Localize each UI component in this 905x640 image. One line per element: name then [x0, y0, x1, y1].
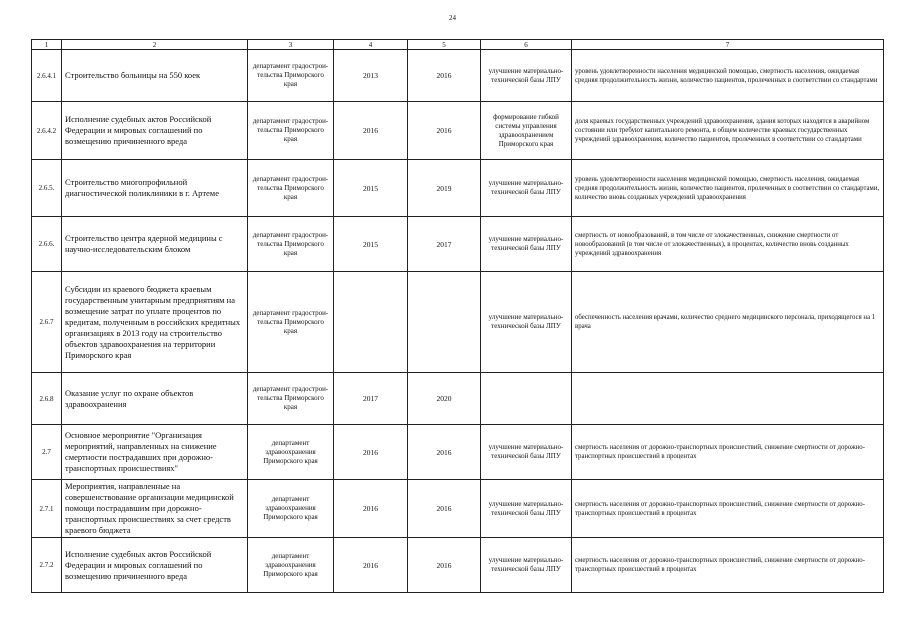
measure-indicators: уровень удовлетворенности населения медицинской помощью, смертность населения, ожидаемая средняя продолжительность жизни, количество пациентов, пролеченных в соответствии со стандартами — [572, 50, 884, 102]
measure-end-year: 2016 — [408, 102, 481, 160]
measure-number: 2.6.4.2 — [32, 102, 62, 160]
measure-start-year: 2015 — [334, 160, 408, 217]
measure-number: 2.6.4.1 — [32, 50, 62, 102]
measure-number: 2.7 — [32, 425, 62, 480]
measure-name: Исполнение судебных актов Российской Федерации и мировых соглашений по возмещению причиненного вреда — [62, 538, 248, 593]
table-row — [32, 160, 884, 217]
measure-indicators: смертность населения от дорожно-транспортных происшествий, снижение смертности от дорожно-транспортных происшествий в процентах — [572, 538, 884, 593]
measure-start-year: 2013 — [334, 50, 408, 102]
measure-result: улучшение материально-технической базы ЛПУ — [481, 50, 572, 102]
measure-result — [481, 373, 572, 425]
measure-end-year: 2016 — [408, 425, 481, 480]
table-row — [32, 272, 884, 373]
measure-start-year: 2015 — [334, 217, 408, 272]
measure-number: 2.6.5. — [32, 160, 62, 217]
measure-number: 2.6.7 — [32, 272, 62, 373]
column-header: 5 — [408, 40, 481, 50]
measure-start-year: 2016 — [334, 538, 408, 593]
measure-result: улучшение материально-технической базы ЛПУ — [481, 538, 572, 593]
column-header: 7 — [572, 40, 884, 50]
measure-executor: департамент градострои-тельства Приморского края — [248, 373, 334, 425]
measure-indicators: смертность населения от дорожно-транспортных происшествий, снижение смертности от дорожно-транспортных происшествий в процентах — [572, 425, 884, 480]
measure-result: улучшение материально-технической базы ЛПУ — [481, 272, 572, 373]
measure-executor: департамент градострои-тельства Приморского края — [248, 217, 334, 272]
measure-result: улучшение материально-технической базы ЛПУ — [481, 425, 572, 480]
measure-number: 2.7.1 — [32, 480, 62, 538]
measure-start-year: 2016 — [334, 480, 408, 538]
measure-start-year — [334, 272, 408, 373]
measure-end-year — [408, 272, 481, 373]
measure-name: Строительство многопрофильной диагностической поликлиники в г. Артеме — [62, 160, 248, 217]
column-header: 1 — [32, 40, 62, 50]
measure-executor: департамент градострои-тельства Приморского края — [248, 102, 334, 160]
table-row — [32, 538, 884, 593]
measure-end-year: 2016 — [408, 50, 481, 102]
measure-indicators: смертность населения от дорожно-транспортных происшествий, снижение смертности от дорожно-транспортных происшествий в процентах — [572, 480, 884, 538]
program-measures-table — [31, 39, 884, 593]
table-row — [32, 102, 884, 160]
column-header: 2 — [62, 40, 248, 50]
measure-end-year: 2016 — [408, 538, 481, 593]
measure-name: Субсидии из краевого бюджета краевым государственным унитарным предприятиям на возмещение затрат по уплате процентов по кредитам, полученным в российских кредитных организациях в 2013 году на строительство объектов здравоохранения на территории Приморского края — [62, 272, 248, 373]
measure-name: Строительство больницы на 550 коек — [62, 50, 248, 102]
measure-executor: департамент градострои-тельства Приморского края — [248, 160, 334, 217]
page-number: 24 — [449, 14, 456, 22]
measure-start-year: 2016 — [334, 425, 408, 480]
table-row — [32, 217, 884, 272]
measure-name: Мероприятия, направленные на совершенствование организации медицинской помощи пострадавшим при дорожно-транспортных происшествиях за счет средств краевого бюджета — [62, 480, 248, 538]
measure-number: 2.6.8 — [32, 373, 62, 425]
table-row — [32, 425, 884, 480]
measure-executor: департамент градострои-тельства Приморского края — [248, 50, 334, 102]
measure-indicators — [572, 373, 884, 425]
measure-end-year: 2017 — [408, 217, 481, 272]
column-header: 4 — [334, 40, 408, 50]
measure-executor: департамент здравоохранения Приморского края — [248, 425, 334, 480]
table-row — [32, 373, 884, 425]
measure-name: Основное мероприятие "Организация мероприятий, направленных на снижение смертности пострадавших при дорожно-транспортных происшествиях" — [62, 425, 248, 480]
measure-end-year: 2020 — [408, 373, 481, 425]
measure-executor: департамент здравоохранения Приморского края — [248, 480, 334, 538]
column-header: 6 — [481, 40, 572, 50]
table-row — [32, 480, 884, 538]
measure-indicators: смертность от новообразований, в том числе от злокачественных, снижение смертности от новообразований (в том числе от злокачественных), в процентах, количество вновь созданных учреждений здравоохранения — [572, 217, 884, 272]
measure-start-year: 2016 — [334, 102, 408, 160]
measure-indicators: обеспеченность населения врачами, количество среднего медицинского персонала, приходящегося на 1 врача — [572, 272, 884, 373]
column-header: 3 — [248, 40, 334, 50]
header-row — [32, 40, 884, 50]
measure-end-year: 2019 — [408, 160, 481, 217]
measure-indicators: уровень удовлетворенности населения медицинской помощью, смертность населения, ожидаемая средняя продолжительность жизни, количество пациентов, пролеченных в соответствии со стандартами, количество вновь созданных учреждений здравоохранения — [572, 160, 884, 217]
measure-result: улучшение материально-технической базы ЛПУ — [481, 160, 572, 217]
measure-executor: департамент градострои-тельства Приморского края — [248, 272, 334, 373]
measure-result: формирование гибкой системы управления здравоохранением Приморского края — [481, 102, 572, 160]
measure-name: Оказание услуг по охране объектов здравоохранения — [62, 373, 248, 425]
measure-number: 2.7.2 — [32, 538, 62, 593]
table-row — [32, 50, 884, 102]
measure-indicators: доля краевых государственных учреждений здравоохранения, здания которых находятся в аварийном состоянии или требуют капитального ремонта, в общем количестве краевых государственных учреждений здравоохранения, количество пациентов, пролеченных в соответствии со стандартами — [572, 102, 884, 160]
measure-name: Исполнение судебных актов Российской Федерации и мировых соглашений по возмещению причиненного вреда — [62, 102, 248, 160]
measure-result: улучшение материально-технической базы ЛПУ — [481, 217, 572, 272]
measure-executor: департамент здравоохранения Приморского края — [248, 538, 334, 593]
measure-name: Строительство центра ядерной медицины с научно-исследовательским блоком — [62, 217, 248, 272]
measure-result: улучшение материально-технической базы ЛПУ — [481, 480, 572, 538]
measure-number: 2.6.6. — [32, 217, 62, 272]
measure-end-year: 2016 — [408, 480, 481, 538]
measure-start-year: 2017 — [334, 373, 408, 425]
